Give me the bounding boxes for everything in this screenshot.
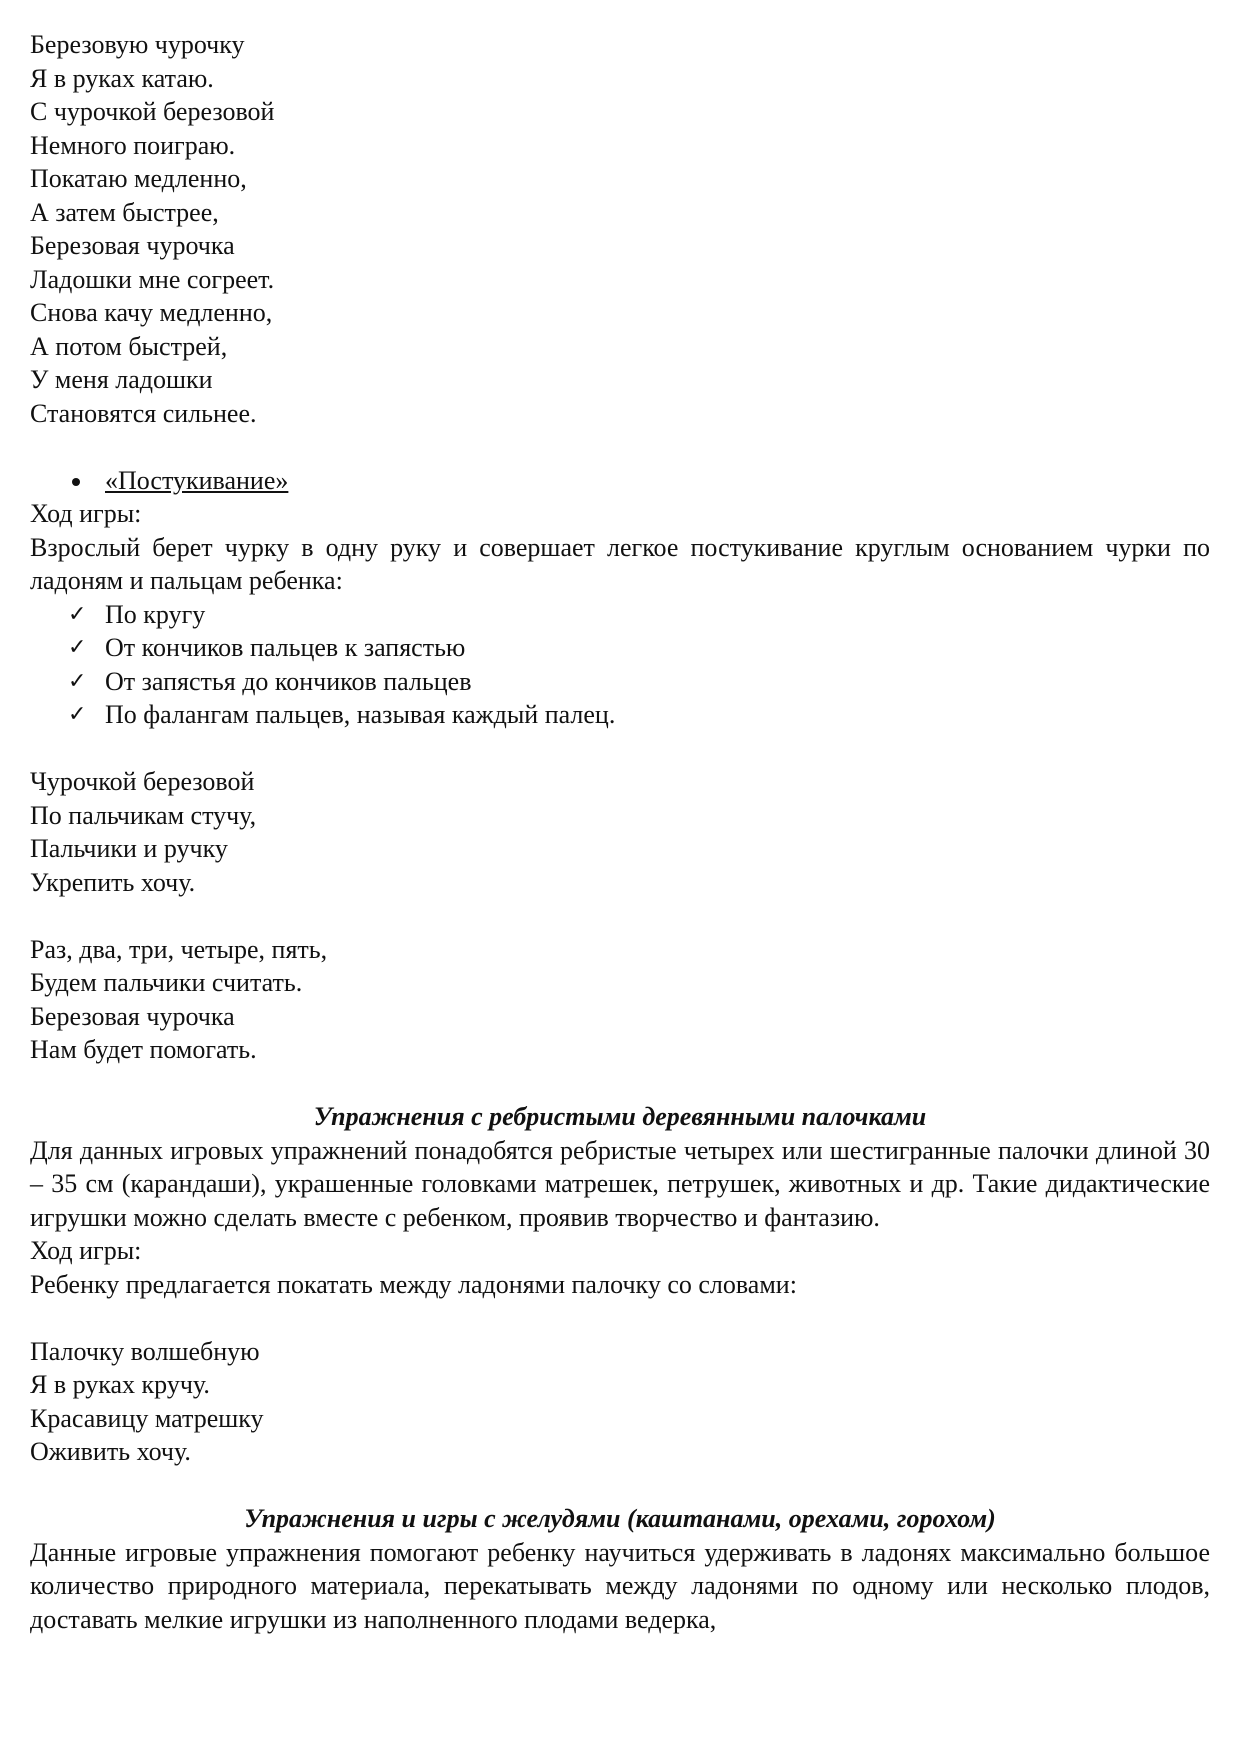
poem-line: По пальчикам стучу, [30, 800, 257, 830]
poem-line: Раз, два, три, четыре, пять, [30, 934, 328, 964]
poem-line: Березовую чурочку [30, 30, 245, 59]
bullet-dot-icon [72, 478, 80, 486]
poem-line: Березовая чурочка [30, 231, 235, 260]
section-paragraph: Для данных игровых упражнений понадобятся ребристые четырех или шестигранные палочки длиной 30 – 35 см (карандаши), украшенные головками матрешек, петрушек, животных и др. Такие дидактические игрушки можно сделать вместе с ребенком, проявив творчество и фантазию. [30, 1135, 1210, 1232]
game-description: Взрослый берет чурку в одну руку и совершает легкое постукивание круглым основанием чурки по ладоням и пальцам ребенка: [30, 532, 1210, 595]
poem-line: Становятся сильнее. [30, 398, 257, 428]
check-item-label: От кончиков пальцев к запястью [105, 633, 466, 662]
check-icon: ✓ [68, 702, 87, 727]
check-item-label: По фалангам пальцев, называя каждый палец. [105, 700, 616, 729]
game-description: Ребенку предлагается покатать между ладонями палочку со словами: [30, 1269, 797, 1299]
check-item-label: По кругу [105, 599, 206, 629]
check-item [30, 598, 1210, 632]
check-item [30, 665, 1210, 699]
poem-line: Нам будет помогать. [30, 1035, 257, 1064]
check-item [30, 698, 1210, 732]
check-icon: ✓ [68, 601, 87, 627]
poem-line: Чурочкой березовой [30, 767, 255, 796]
check-icon: ✓ [68, 668, 87, 694]
poem-line: А потом быстрей, [30, 331, 228, 361]
poem-line: Ладошки мне согреет. [30, 264, 275, 294]
poem-line: Пальчики и ручку [30, 834, 228, 863]
poem-line: А затем быстрее, [30, 197, 219, 227]
game-label: Ход игры: [30, 1236, 142, 1265]
poem-line: Снова качу медленно, [30, 298, 273, 327]
bullet-item [30, 464, 1210, 498]
section-heading: Упражнения и игры с желудями (каштанами, орехами, горохом) [244, 1504, 996, 1533]
poem-line: Красавицу матрешку [30, 1403, 264, 1433]
check-icon: ✓ [68, 635, 87, 660]
poem-line: У меня ладошки [30, 365, 213, 394]
poem-line: Покатаю медленно, [30, 164, 247, 193]
poem-line: Я в руках катаю. [30, 63, 214, 93]
section-heading: Упражнения с ребристыми деревянными палочками [313, 1102, 927, 1131]
check-item [30, 631, 1210, 665]
bullet-title: «Постукивание» [105, 465, 289, 495]
check-item-label: От запястья до кончиков пальцев [105, 666, 472, 696]
poem-line: Оживить хочу. [30, 1437, 191, 1466]
poem-line: Палочку волшебную [30, 1336, 260, 1366]
poem-line: Я в руках кручу. [30, 1370, 210, 1399]
document-page [30, 28, 1210, 1636]
game-label: Ход игры: [30, 499, 142, 528]
poem-line: Немного поиграю. [30, 130, 236, 160]
poem-line: Укрепить хочу. [30, 867, 196, 897]
poem-line: Березовая чурочка [30, 1001, 235, 1031]
poem-line: Будем пальчики считать. [30, 968, 303, 997]
section-paragraph: Данные игровые упражнения помогают ребенку научиться удерживать в ладонях максимально большое количество природного материала, перекатывать между ладонями по одному или несколько плодов, доставать мелкие игрушки из наполненного плодами ведерка, [30, 1537, 1210, 1634]
poem-line: С чурочкой березовой [30, 97, 275, 126]
